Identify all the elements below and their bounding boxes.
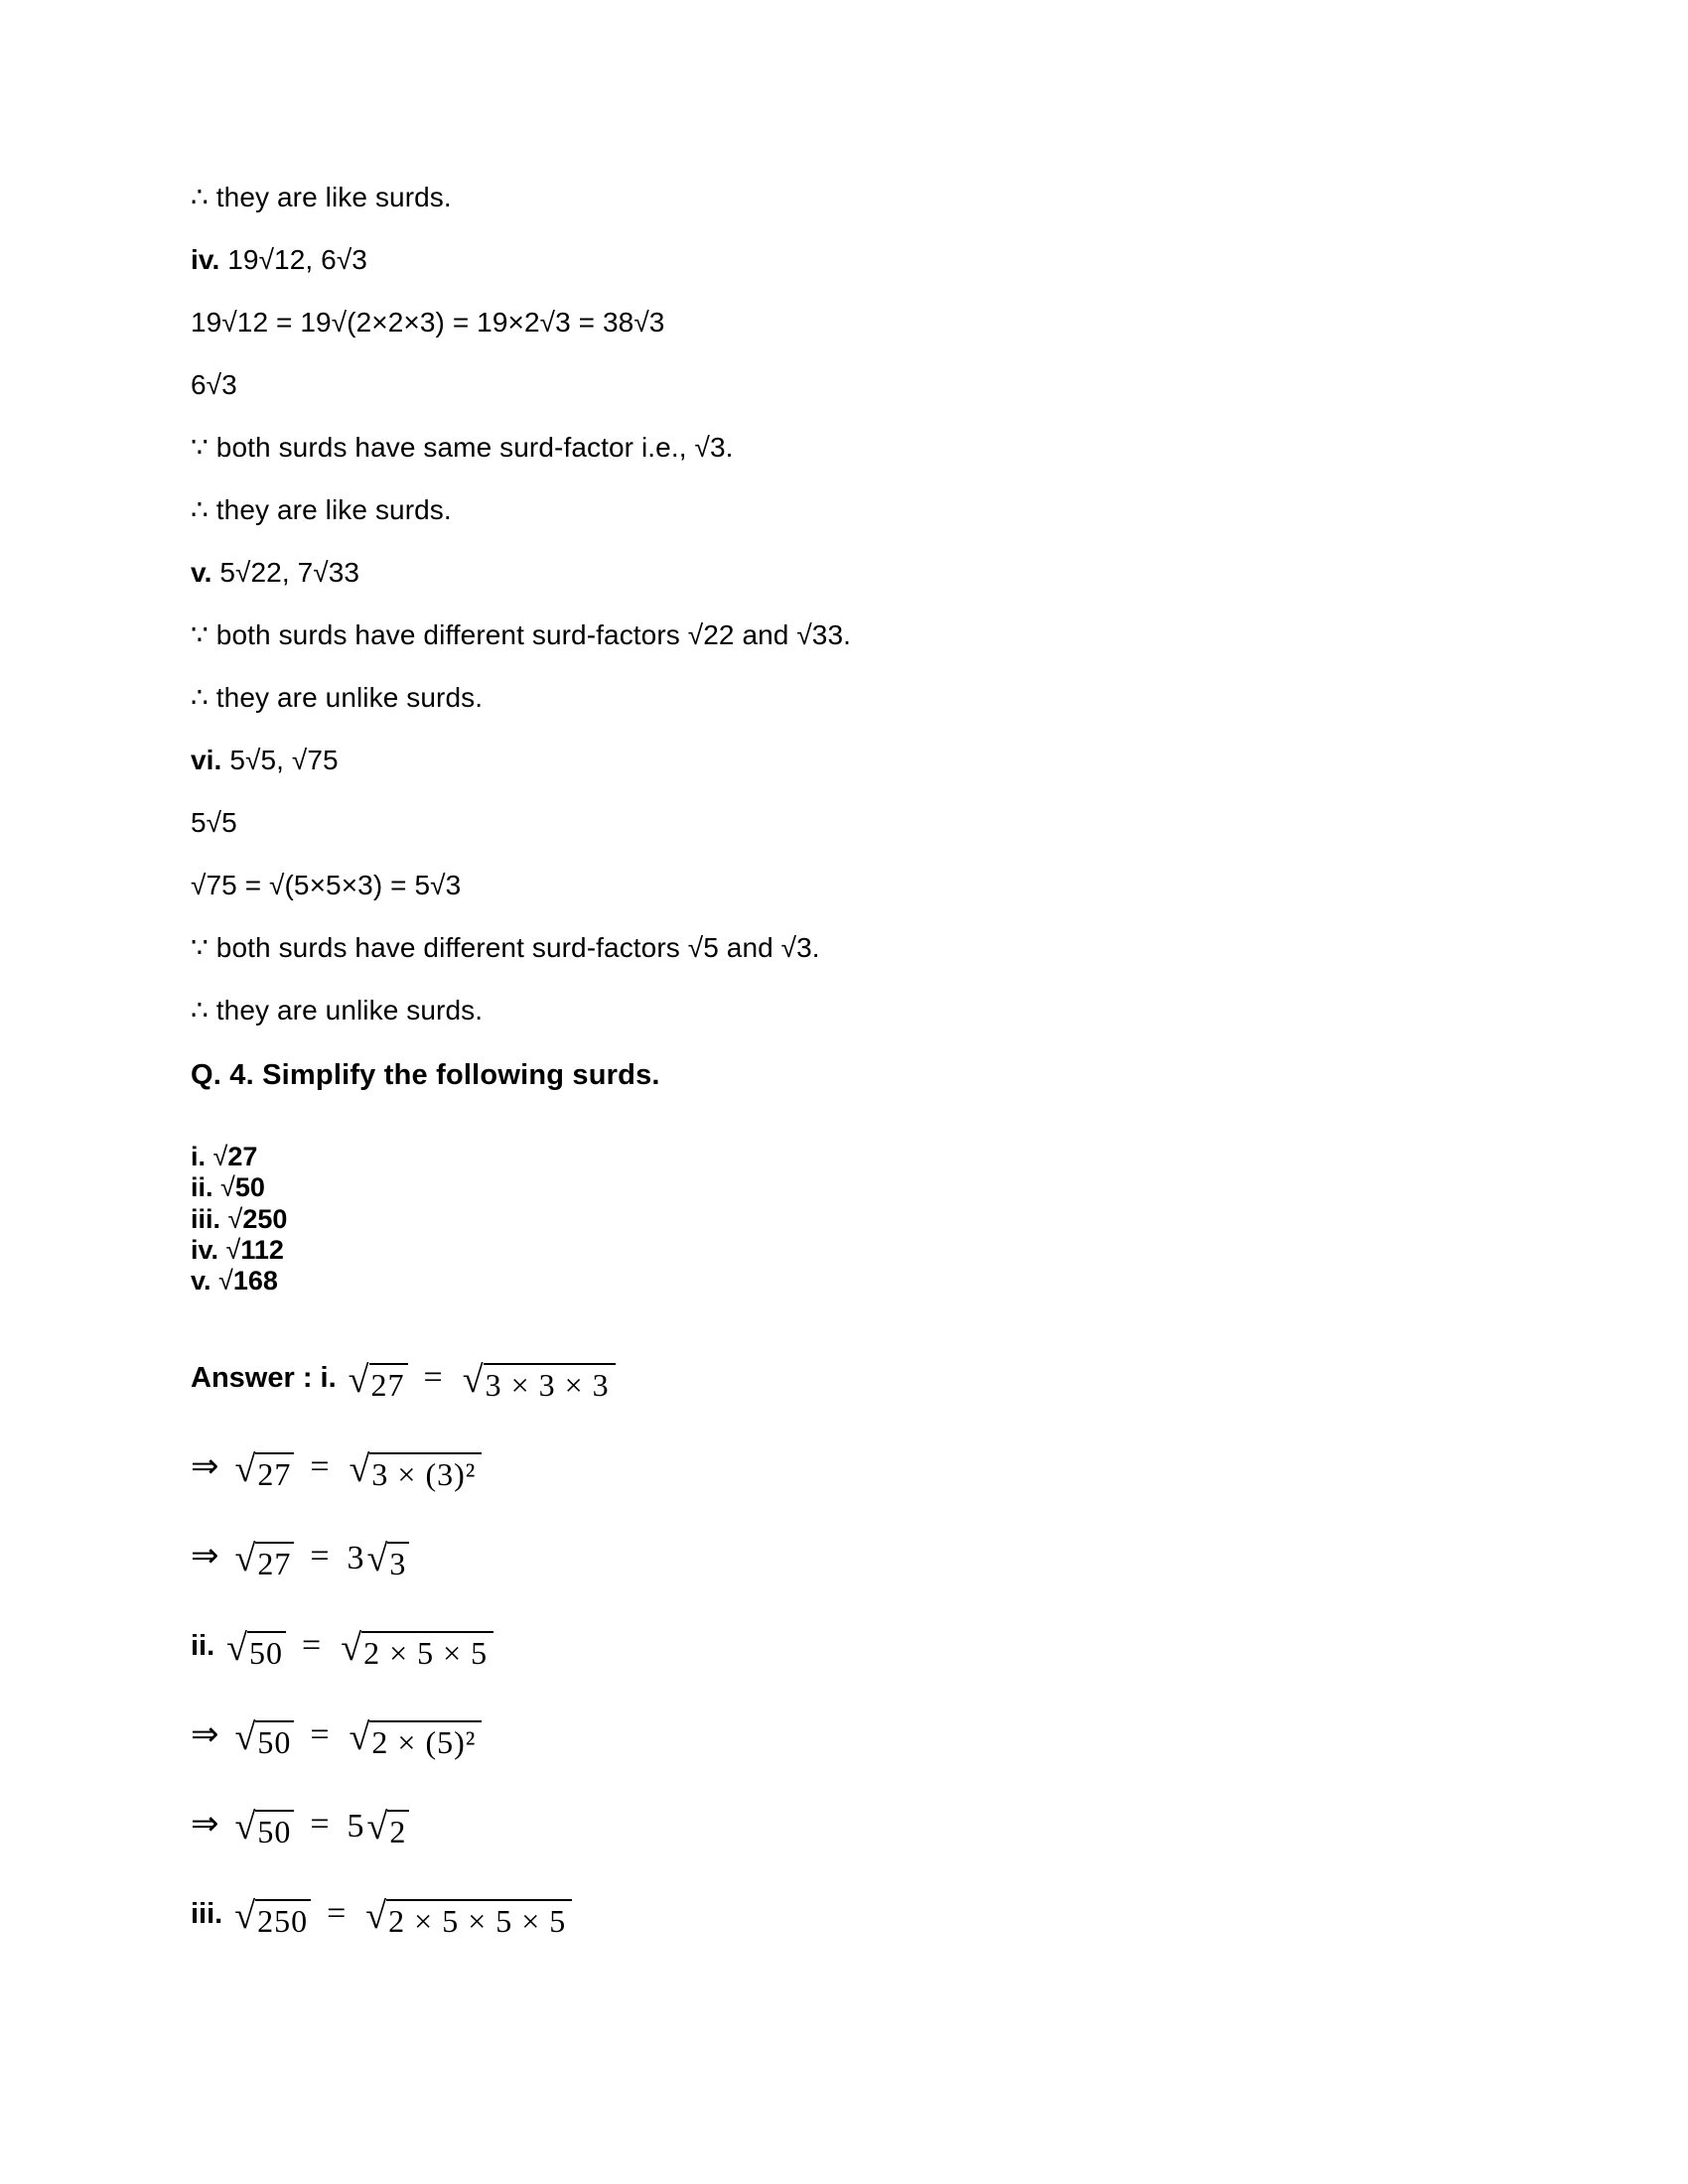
text-line-working-5root5: 5√5 bbox=[191, 807, 237, 838]
equals-sign: = bbox=[310, 1537, 330, 1574]
equals-sign: = bbox=[423, 1358, 443, 1396]
text-line-working-19root12: 19√12 = 19√(2×2×3) = 19×2√3 = 38√3 bbox=[191, 307, 665, 338]
list-item bbox=[191, 1142, 1323, 1172]
radical-icon: √ bbox=[227, 1203, 243, 1234]
equation-expression bbox=[224, 1627, 493, 1669]
equation-expression bbox=[233, 1538, 410, 1579]
implies-arrow-icon: ⇒ bbox=[191, 1715, 219, 1753]
list-item bbox=[191, 1266, 1323, 1297]
implies-arrow-icon: ⇒ bbox=[191, 1447, 219, 1485]
equation-row bbox=[191, 1881, 1323, 1937]
sqrt-icon: √ 2 × 5 × 5 × 5 bbox=[363, 1899, 572, 1937]
equals-sign: = bbox=[310, 1805, 330, 1843]
equation-label-iii: iii. bbox=[191, 1897, 223, 1930]
radicand-lhs: 50 bbox=[247, 1631, 286, 1669]
equation-expression bbox=[347, 1359, 616, 1401]
list-item-label: ii. bbox=[191, 1172, 213, 1203]
equals-sign: = bbox=[302, 1626, 322, 1664]
list-item-value: 250 bbox=[242, 1203, 288, 1234]
radicand-lhs: 250 bbox=[255, 1899, 311, 1937]
radical-icon: √ bbox=[225, 1234, 241, 1265]
sqrt-icon: √ 250 bbox=[232, 1899, 311, 1937]
list-item-value: 112 bbox=[240, 1234, 284, 1265]
equation-row bbox=[191, 1613, 1323, 1669]
list-label-v: v. bbox=[191, 557, 212, 588]
equals-sign: = bbox=[327, 1894, 347, 1932]
sqrt-icon: √ 3 × 3 × 3 bbox=[461, 1363, 616, 1401]
text-line-different-surd-factors-1: ∵ both surds have different surd-factors √22 and √33. bbox=[191, 619, 852, 650]
text-line-conclusion-unlike-1: ∴ they are unlike surds. bbox=[191, 682, 484, 713]
sqrt-icon: √ 27 bbox=[233, 1542, 295, 1579]
equation-expression bbox=[232, 1895, 572, 1937]
list-label-vi: vi. bbox=[191, 745, 222, 775]
text-line-conclusion-like-2: ∴ they are like surds. bbox=[191, 494, 452, 525]
radicand-rhs: 3 × 3 × 3 bbox=[484, 1363, 616, 1401]
radicand-lhs: 27 bbox=[255, 1542, 294, 1579]
question-heading: Q. 4. Simplify the following surds. bbox=[191, 1059, 660, 1091]
radical-icon: √ bbox=[218, 1266, 233, 1297]
text-line-working-root75: √75 = √(5×5×3) = 5√3 bbox=[191, 870, 462, 900]
sqrt-icon: √ 2 bbox=[365, 1810, 410, 1847]
question-surd-list bbox=[191, 1142, 1323, 1297]
radical-icon: √ bbox=[212, 1142, 228, 1171]
text-line-item-vi bbox=[191, 747, 1323, 774]
sqrt-icon: √ 3 bbox=[365, 1542, 410, 1579]
equation-expression bbox=[233, 1806, 410, 1847]
list-item bbox=[191, 1235, 1323, 1266]
sqrt-icon: √ 3 × (3)² bbox=[348, 1452, 483, 1490]
implies-arrow-icon: ⇒ bbox=[191, 1537, 219, 1574]
text-line-same-surd-factor: ∵ both surds have same surd-factor i.e., √3. bbox=[191, 432, 734, 463]
coefficient: 5 bbox=[347, 1807, 364, 1844]
sqrt-icon: √ 50 bbox=[224, 1631, 286, 1669]
text-line-different-surd-factors-2: ∵ both surds have different surd-factors √5 and √3. bbox=[191, 932, 820, 963]
radicand-lhs: 27 bbox=[255, 1452, 294, 1490]
text-line-working-6root3: 6√3 bbox=[191, 369, 237, 400]
list-item-value: 168 bbox=[232, 1266, 278, 1297]
list-value-v: 5√22, 7√33 bbox=[219, 557, 360, 588]
radicand-rhs: 2 bbox=[387, 1810, 409, 1847]
radicand-rhs: 2 × (5)² bbox=[369, 1720, 482, 1758]
radicand-lhs: 27 bbox=[369, 1363, 408, 1401]
implies-arrow-icon: ⇒ bbox=[191, 1805, 219, 1843]
sqrt-icon: √ 50 bbox=[233, 1810, 295, 1847]
list-item bbox=[191, 1204, 1323, 1235]
list-value-vi: 5√5, √75 bbox=[229, 745, 339, 775]
radicand-rhs: 3 × (3)² bbox=[369, 1452, 482, 1490]
sqrt-icon: √ 2 × (5)² bbox=[348, 1720, 483, 1758]
equation-row bbox=[191, 1434, 1323, 1490]
sqrt-icon: √ 27 bbox=[233, 1452, 295, 1490]
list-item-label: iv. bbox=[191, 1234, 219, 1265]
equation-row bbox=[191, 1345, 1323, 1401]
page-content bbox=[191, 184, 1323, 1937]
equation-label-ii: ii. bbox=[191, 1629, 215, 1662]
equation-row bbox=[191, 1524, 1323, 1579]
radicand-lhs: 50 bbox=[255, 1810, 294, 1847]
list-item-value: 27 bbox=[227, 1142, 258, 1171]
equals-sign: = bbox=[310, 1447, 330, 1485]
equation-expression bbox=[233, 1448, 483, 1490]
list-item-label: i. bbox=[191, 1142, 207, 1171]
radicand-rhs: 2 × 5 × 5 × 5 bbox=[386, 1899, 572, 1937]
sqrt-icon: √ 50 bbox=[233, 1720, 295, 1758]
radicand-rhs: 3 bbox=[387, 1542, 409, 1579]
equation-row bbox=[191, 1703, 1323, 1758]
text-line-conclusion-like-1: ∴ they are like surds. bbox=[191, 182, 452, 212]
sqrt-icon: √ 27 bbox=[347, 1363, 408, 1401]
list-item-label: iii. bbox=[191, 1203, 221, 1234]
radicand-lhs: 50 bbox=[255, 1720, 294, 1758]
text-line-item-v bbox=[191, 559, 1323, 587]
list-item bbox=[191, 1172, 1323, 1203]
equation-expression bbox=[233, 1716, 483, 1758]
sqrt-icon: √ 2 × 5 × 5 bbox=[339, 1631, 493, 1669]
equation-row bbox=[191, 1792, 1323, 1847]
answer-prefix-label: Answer : i. bbox=[191, 1361, 337, 1394]
coefficient: 3 bbox=[347, 1539, 364, 1576]
equals-sign: = bbox=[310, 1715, 330, 1753]
text-line-conclusion-unlike-2: ∴ they are unlike surds. bbox=[191, 995, 484, 1025]
text-line-item-iv bbox=[191, 246, 1323, 274]
list-label-iv: iv. bbox=[191, 244, 220, 275]
list-value-iv: 19√12, 6√3 bbox=[227, 244, 367, 275]
list-item-label: v. bbox=[191, 1266, 211, 1297]
list-item-value: 50 bbox=[234, 1172, 265, 1203]
radical-icon: √ bbox=[220, 1172, 235, 1203]
radicand-rhs: 2 × 5 × 5 bbox=[361, 1631, 493, 1669]
